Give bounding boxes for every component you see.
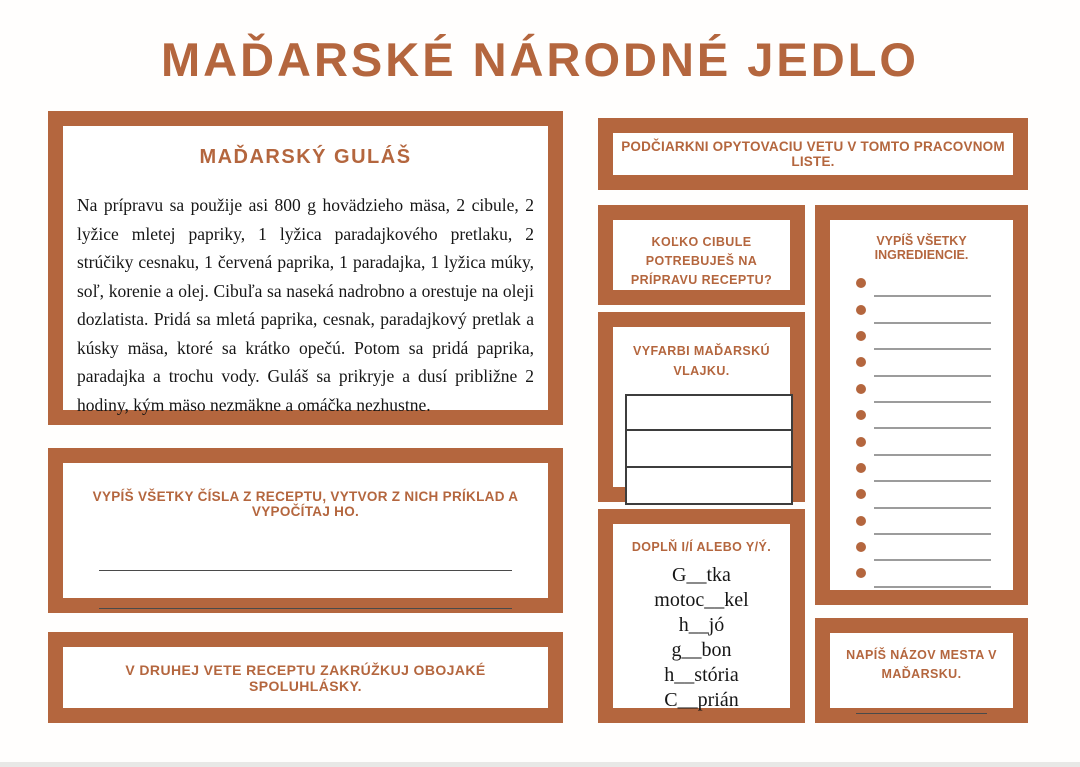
recipe-text: Na prípravu sa použije asi 800 g hovädzieho mäsa, 2 cibule, 2 lyžice mletej papriky, 1 lyžica paradajkového pretlaku, 2 strúčiky cesnaku, 1 červená paprika, 1 paradajka, 1 lyžica múky, soľ, korenie a olej. Cibuľa sa naseká nadrobno a orestuje na oleji dozlatista. Pridá sa mletá paprika, cesnak, paradajkový pretlak a kúsky mäsa, ktoré sa krátko opečú. Potom sa pridá paprika, paradajka a trochu vody. Guláš sa prikryje a dusí približne 2 hodiny, kým mäso nezmäkne a omáčka nezhustne. [77,195,534,415]
fill-word: h__jó [678,614,725,636]
ingredient-row [842,298,1001,324]
flag-task-box [598,312,805,502]
flag-stripe [625,431,793,468]
flag-stripe [625,394,793,431]
answer-line [874,559,991,561]
answer-line [874,507,991,509]
answer-line [874,586,991,588]
answer-line [874,322,991,324]
recipe-heading: MAĎARSKÝ GULÁŠ [199,146,412,168]
recipe-box [48,111,563,425]
answer-line [874,480,991,482]
city-answer-lines [840,684,1003,714]
answer-line [874,533,991,535]
fill-word-list [623,563,780,713]
ingredient-row [842,510,1001,536]
ingredients-task-box [815,205,1028,605]
numbers-answer-lines [81,533,530,609]
answer-line [874,454,991,456]
answer-line [874,295,991,297]
answer-line [874,401,991,403]
bullet-dot-icon [856,489,866,499]
consonants-task-box [48,632,563,723]
fill-task-prompt: DOPLŇ I/Í ALEBO Y/Ý. [631,540,772,554]
ingredient-row [842,272,1001,298]
fill-word: motoc__kel [654,589,749,611]
bullet-dot-icon [856,542,866,552]
ingredient-row [842,562,1001,588]
bullet-dot-icon [856,357,866,367]
bullet-dot-icon [856,384,866,394]
fill-word: g__bon [671,639,732,661]
bullet-dot-icon [856,516,866,526]
flag-task-prompt: VYFARBI MAĎARSKÚ VLAJKU. [633,344,770,378]
ingredient-row [842,483,1001,509]
underline-task-box [598,118,1028,190]
fill-word: G__tka [672,564,731,586]
fill-word: h__stória [664,664,739,686]
bullet-dot-icon [856,463,866,473]
page-bottom-edge [0,762,1080,767]
city-task-box [815,618,1028,723]
fill-task-box [598,509,805,723]
answer-line [856,684,987,714]
flag-stripe [625,468,793,505]
onion-task-box [598,205,805,305]
answer-line [874,427,991,429]
ingredient-row [842,351,1001,377]
page-title: MAĎARSKÉ NÁRODNÉ JEDLO [161,33,919,86]
bullet-dot-icon [856,278,866,288]
underline-task-prompt: PODČIARKNI OPYTOVACIU VETU V TOMTO PRACOVNOM LISTE. [621,139,1005,169]
numbers-task-prompt: VYPÍŠ VŠETKY ČÍSLA Z RECEPTU, VYTVOR Z NICH PRÍKLAD A VYPOČÍTAJ HO. [92,489,519,519]
city-task-prompt: NAPÍŠ NÁZOV MESTA V MAĎARSKU. [846,648,997,681]
ingredient-row [842,404,1001,430]
answer-line [874,348,991,350]
ingredients-task-prompt: VYPÍŠ VŠETKY INGREDIENCIE. [874,234,969,262]
ingredient-row [842,430,1001,456]
consonants-task-prompt: V DRUHEJ VETE RECEPTU ZAKRÚŽKUJ OBOJAKÉ SPOLUHLÁSKY. [125,661,486,694]
bullet-dot-icon [856,437,866,447]
bullet-dot-icon [856,568,866,578]
ingredient-row [842,457,1001,483]
ingredient-row [842,378,1001,404]
bullet-dot-icon [856,410,866,420]
hungarian-flag-outline [625,394,793,505]
bullet-dot-icon [856,305,866,315]
answer-line [99,533,512,571]
numbers-task-box [48,448,563,613]
fill-word: C__prián [664,689,739,711]
answer-line [874,375,991,377]
onion-task-prompt: KOĽKO CIBULE POTREBUJEŠ NA PRÍPRAVU RECEPTU? [630,235,773,287]
ingredient-row [842,325,1001,351]
answer-line [99,571,512,609]
ingredient-row [842,536,1001,562]
ingredients-answer-rows [842,272,1001,589]
bullet-dot-icon [856,331,866,341]
